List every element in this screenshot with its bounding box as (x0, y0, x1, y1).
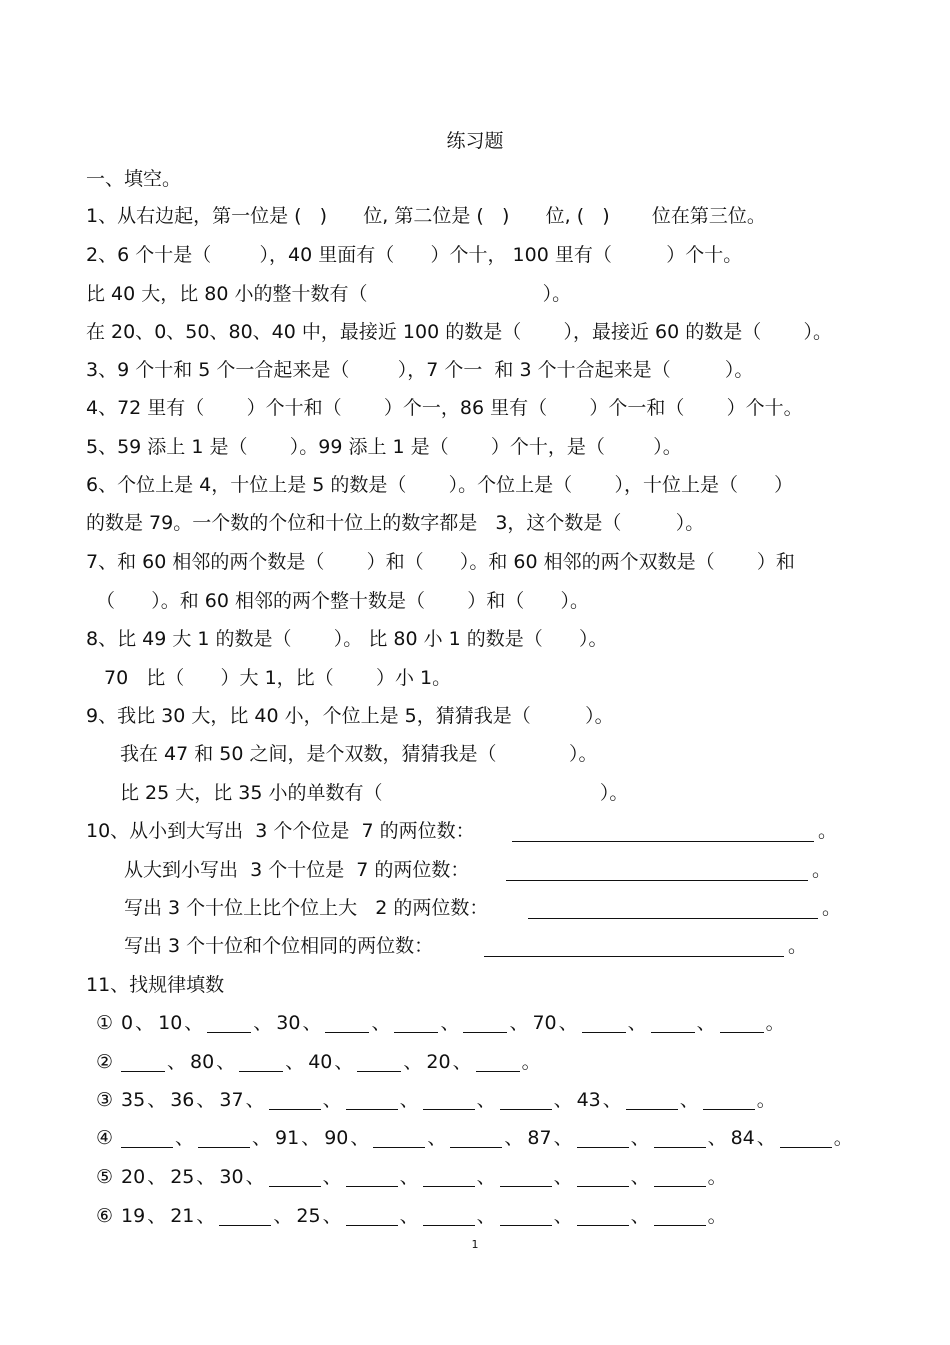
sequence-number: 37 (219, 1089, 244, 1111)
sequence-blank[interactable] (346, 1109, 398, 1110)
sequence-marker: ④ (96, 1127, 114, 1149)
sequence-separator: 。 (756, 1089, 776, 1111)
sequence-marker: ⑤ (96, 1166, 114, 1188)
sequence-blank[interactable] (219, 1225, 271, 1226)
sequence-separator: 。 (521, 1051, 541, 1073)
sequence-separator: 、 (285, 1051, 305, 1073)
sequence-number: 70 (532, 1012, 557, 1034)
question-5: 5、59 添上 1 是（ ）。99 添上 1 是（ ）个十，是（ ）。 (86, 436, 682, 458)
sequence-number: 36 (170, 1089, 195, 1111)
question-8-line-2: 70 比（ ）大 1，比（ ）小 1。 (104, 667, 452, 689)
question-7: 7、和 60 相邻的两个数是（ ）和（ ）。和 60 相邻的两个双数是（ ）和 (86, 551, 795, 573)
question-11: 11、找规律填数 (86, 974, 225, 996)
sequence-blank[interactable] (423, 1109, 475, 1110)
sequence-blank[interactable] (121, 1071, 165, 1072)
sequence-blank[interactable] (207, 1032, 251, 1033)
question-9-line-3: 比 25 大，比 35 小的单数有（ ）。 (120, 782, 629, 804)
sequence-blank[interactable] (500, 1186, 552, 1187)
question-2: 2、6 个十是（ ），40 里面有（ ）个十， 100 里有（ ）个十。 (86, 244, 743, 266)
sequence-blank[interactable] (198, 1147, 250, 1148)
sequence-separator: 。 (707, 1166, 727, 1188)
sequence-blank[interactable] (654, 1147, 706, 1148)
sequence-number: 25 (296, 1205, 321, 1227)
sequence-blank[interactable] (325, 1032, 369, 1033)
sequence-separator: 、 (216, 1051, 236, 1073)
question-10: 10、从小到大写出 3 个个位是 7 的两位数： (86, 820, 475, 842)
sequence-separator: 。 (833, 1127, 853, 1149)
sequence-separator: 。 (707, 1205, 727, 1227)
sequence-number: 91 (275, 1127, 300, 1149)
sequence-number: 90 (324, 1127, 349, 1149)
sequence-separator: 、 (371, 1012, 391, 1034)
sequence-separator: 、 (630, 1166, 650, 1188)
question-9-line-2: 我在 47 和 50 之间，是个双数，猜猜我是（ ）。 (120, 743, 598, 765)
sequence-separator: 、 (553, 1205, 573, 1227)
sequence-number: 10 (158, 1012, 183, 1034)
sequence-blank[interactable] (357, 1071, 401, 1072)
sequence-number: 84 (730, 1127, 755, 1149)
sequence-separator: 、 (696, 1012, 716, 1034)
sequence-separator: 、 (476, 1205, 496, 1227)
sequence-blank[interactable] (269, 1109, 321, 1110)
question-7-line-2: （ ）。和 60 相邻的两个整十数是（ ）和（ ）。 (96, 590, 590, 612)
sequence-separator: 、 (252, 1127, 272, 1149)
sequence-number: 25 (170, 1166, 195, 1188)
sequence-separator: 、 (322, 1166, 342, 1188)
sequence-number: 19 (121, 1205, 146, 1227)
sequence-blank[interactable] (269, 1186, 321, 1187)
sequence-separator: 、 (245, 1166, 265, 1188)
sequence-separator: 、 (509, 1012, 529, 1034)
sequence-number: 0 (121, 1012, 134, 1034)
sequence-number: 30 (219, 1166, 244, 1188)
sequence-separator: 、 (399, 1166, 419, 1188)
sequence-blank[interactable] (423, 1186, 475, 1187)
sequence-blank[interactable] (450, 1147, 502, 1148)
sequence-separator: 、 (756, 1127, 776, 1149)
sequence-blank[interactable] (626, 1109, 678, 1110)
sequence-blank[interactable] (394, 1032, 438, 1033)
sequence-number: 43 (576, 1089, 601, 1111)
question-9: 9、我比 30 大，比 40 小，个位上是 5，猜猜我是（ ）。 (86, 705, 614, 727)
line-end-mark: 。 (812, 859, 832, 881)
sequence-separator: 、 (602, 1089, 622, 1111)
sequence-blank[interactable] (654, 1225, 706, 1226)
sequence-separator: 、 (399, 1089, 419, 1111)
sequence-separator: 、 (427, 1127, 447, 1149)
sequence-blank[interactable] (654, 1186, 706, 1187)
sequence-marker: ③ (96, 1089, 114, 1111)
sequence-number: 30 (276, 1012, 301, 1034)
sequence-separator: 、 (167, 1051, 187, 1073)
sequence-separator: 、 (147, 1166, 167, 1188)
answer-line[interactable] (506, 880, 808, 881)
question-2-line-3: 在 20、0、50、80、40 中，最接近 100 的数是（ ），最接近 60 的数是（ ）。 (86, 321, 833, 343)
sequence-blank[interactable] (346, 1186, 398, 1187)
sequence-blank[interactable] (780, 1147, 832, 1148)
sequence-blank[interactable] (651, 1032, 695, 1033)
worksheet-title: 练习题 (446, 130, 504, 152)
sequence-separator: 、 (707, 1127, 727, 1149)
sequence-number: 20 (121, 1166, 146, 1188)
sequence-blank[interactable] (239, 1071, 283, 1072)
sequence-separator: 、 (553, 1166, 573, 1188)
question-4: 4、72 里有（ ）个十和（ ）个一，86 里有（ ）个一和（ ）个十。 (86, 397, 803, 419)
sequence-blank[interactable] (500, 1109, 552, 1110)
answer-line[interactable] (512, 841, 814, 842)
sequence-separator: 、 (147, 1089, 167, 1111)
sequence-blank[interactable] (476, 1071, 520, 1072)
sequence-separator: 、 (147, 1205, 167, 1227)
sequence-separator: 、 (403, 1051, 423, 1073)
sequence-separator: 、 (350, 1127, 370, 1149)
sequence-separator: 。 (765, 1012, 785, 1034)
sequence-separator: 、 (399, 1205, 419, 1227)
sequence-marker: ⑥ (96, 1205, 114, 1227)
sequence-separator: 、 (553, 1127, 573, 1149)
question-2-line-2: 比 40 大，比 80 小的整十数有（ ）。 (86, 283, 572, 305)
sequence-blank[interactable] (373, 1147, 425, 1148)
question-6-line-2: 的数是 79。一个数的个位和十位上的数字都是 3，这个数是（ ）。 (86, 512, 705, 534)
sequence-separator: 、 (334, 1051, 354, 1073)
question-10-line-4: 写出 3 个十位和个位相同的两位数： (124, 935, 434, 957)
sequence-separator: 、 (630, 1205, 650, 1227)
sequence-blank[interactable] (720, 1032, 764, 1033)
sequence-separator: 、 (196, 1205, 216, 1227)
sequence-separator: 、 (184, 1012, 204, 1034)
sequence-separator: 、 (322, 1089, 342, 1111)
line-end-mark: 。 (822, 897, 842, 919)
sequence-separator: 、 (476, 1089, 496, 1111)
answer-line[interactable] (484, 956, 784, 957)
sequence-separator: 、 (558, 1012, 578, 1034)
sequence-separator: 、 (196, 1089, 216, 1111)
sequence-marker: ① (96, 1012, 114, 1034)
sequence-separator: 、 (273, 1205, 293, 1227)
sequence-number: 80 (190, 1051, 215, 1073)
sequence-blank[interactable] (500, 1225, 552, 1226)
sequence-number: 87 (527, 1127, 552, 1149)
sequence-number: 20 (426, 1051, 451, 1073)
sequence-separator: 、 (504, 1127, 524, 1149)
sequence-separator: 、 (679, 1089, 699, 1111)
line-end-mark: 。 (788, 935, 808, 957)
sequence-blank[interactable] (121, 1147, 173, 1148)
sequence-blank[interactable] (577, 1225, 629, 1226)
sequence-separator: 、 (301, 1127, 321, 1149)
question-6: 6、个位上是 4，十位上是 5 的数是（ ）。个位上是（ ），十位上是（ ） (86, 474, 794, 496)
sequence-number: 35 (121, 1089, 146, 1111)
answer-line[interactable] (528, 918, 818, 919)
sequence-separator: 、 (196, 1166, 216, 1188)
sequence-blank[interactable] (463, 1032, 507, 1033)
sequence-blank[interactable] (577, 1186, 629, 1187)
page-number: 1 (471, 1238, 479, 1251)
sequence-blank[interactable] (577, 1147, 629, 1148)
sequence-separator: 、 (452, 1051, 472, 1073)
sequence-separator: 、 (476, 1166, 496, 1188)
question-1: 1、从右边起，第一位是 ( ) 位, 第二位是 ( ) 位, ( ) 位在第三位。 (86, 205, 766, 227)
sequence-blank[interactable] (703, 1109, 755, 1110)
sequence-separator: 、 (253, 1012, 273, 1034)
sequence-separator: 、 (245, 1089, 265, 1111)
sequence-separator: 、 (440, 1012, 460, 1034)
sequence-separator: 、 (322, 1205, 342, 1227)
section-heading: 一、填空。 (86, 168, 182, 190)
question-10-line-2: 从大到小写出 3 个十位是 7 的两位数： (124, 859, 470, 881)
question-10-line-3: 写出 3 个十位上比个位上大 2 的两位数： (124, 897, 489, 919)
sequence-blank[interactable] (582, 1032, 626, 1033)
sequence-blank[interactable] (423, 1225, 475, 1226)
sequence-separator: 、 (630, 1127, 650, 1149)
sequence-separator: 、 (175, 1127, 195, 1149)
sequence-number: 40 (308, 1051, 333, 1073)
question-3: 3、9 个十和 5 个一合起来是（ ），7 个一 和 3 个十合起来是（ ）。 (86, 359, 754, 381)
sequence-number: 21 (170, 1205, 195, 1227)
sequence-separator: 、 (553, 1089, 573, 1111)
sequence-separator: 、 (302, 1012, 322, 1034)
sequence-separator: 、 (627, 1012, 647, 1034)
sequence-marker: ② (96, 1051, 114, 1073)
line-end-mark: 。 (818, 820, 838, 842)
question-8: 8、比 49 大 1 的数是（ ）。 比 80 小 1 的数是（ ）。 (86, 628, 608, 650)
sequence-blank[interactable] (346, 1225, 398, 1226)
sequence-separator: 、 (135, 1012, 155, 1034)
